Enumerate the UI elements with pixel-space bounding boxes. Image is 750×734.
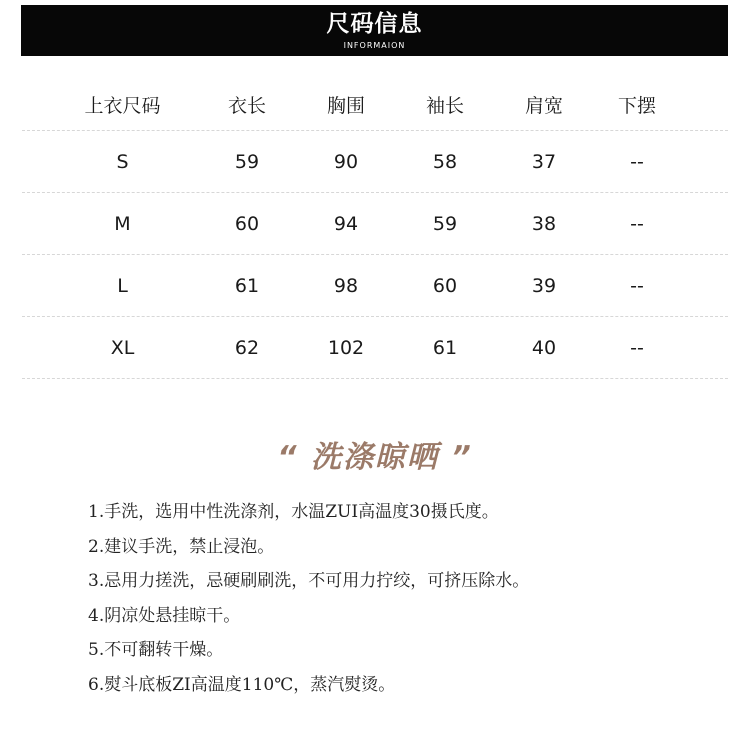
cell-chest: 90 <box>333 150 359 173</box>
wash-care-title: “ 洗涤晾晒 ” <box>277 440 473 475</box>
cell-chest: 98 <box>333 274 359 297</box>
column-header-shoulder: 肩宽 <box>524 94 563 117</box>
header-title: 尺码信息 <box>326 11 423 37</box>
cell-hem: -- <box>630 336 644 359</box>
column-header-length: 衣长 <box>227 94 266 117</box>
cell-sleeve: 61 <box>432 336 458 359</box>
table-row <box>22 255 728 316</box>
table-header-row <box>22 78 728 130</box>
cell-hem: -- <box>630 274 644 297</box>
cell-sleeve: 58 <box>432 150 458 173</box>
cell-sleeve: 60 <box>432 274 458 297</box>
column-header-chest: 胸围 <box>326 94 365 117</box>
cell-length: 61 <box>234 274 260 297</box>
column-header-hem: 下摆 <box>617 94 656 117</box>
list-item: 6.熨斗底板ZI高温度110℃，蒸汽熨烫。 <box>88 674 396 695</box>
list-item: 1.手洗，选用中性洗涤剂，水温ZUI高温度30摄氏度。 <box>88 502 499 522</box>
column-header-sleeve: 袖长 <box>425 94 464 117</box>
cell-size: L <box>117 274 128 297</box>
cell-length: 62 <box>234 336 260 359</box>
list-item: 5.不可翻转干燥。 <box>88 640 224 661</box>
list-item: 4.阴凉处悬挂晾干。 <box>88 605 241 626</box>
cell-sleeve: 59 <box>432 212 458 235</box>
wash-care-list <box>88 498 728 706</box>
cell-shoulder: 38 <box>531 212 557 235</box>
column-header-size: 上衣尺码 <box>84 94 161 117</box>
cell-shoulder: 39 <box>531 274 557 297</box>
cell-length: 60 <box>234 212 260 235</box>
cell-size: S <box>116 150 129 173</box>
cell-hem: -- <box>630 150 644 173</box>
cell-shoulder: 37 <box>531 150 557 173</box>
cell-shoulder: 40 <box>531 336 557 359</box>
cell-size: M <box>114 212 131 235</box>
row-divider <box>22 378 728 379</box>
list-item: 2.建议手洗，禁止浸泡。 <box>88 536 275 557</box>
table-row <box>22 193 728 254</box>
cell-chest: 102 <box>327 336 365 359</box>
table-row <box>22 317 728 378</box>
header-subtitle: INFORMAION <box>343 41 406 50</box>
size-info-header <box>21 5 728 56</box>
table-row <box>22 131 728 192</box>
list-item: 3.忌用力搓洗，忌硬刷刷洗，不可用力拧绞，可挤压除水。 <box>88 571 530 592</box>
cell-hem: -- <box>630 212 644 235</box>
size-table <box>22 78 728 379</box>
cell-length: 59 <box>234 150 260 173</box>
cell-size: XL <box>110 336 135 359</box>
cell-chest: 94 <box>333 212 359 235</box>
